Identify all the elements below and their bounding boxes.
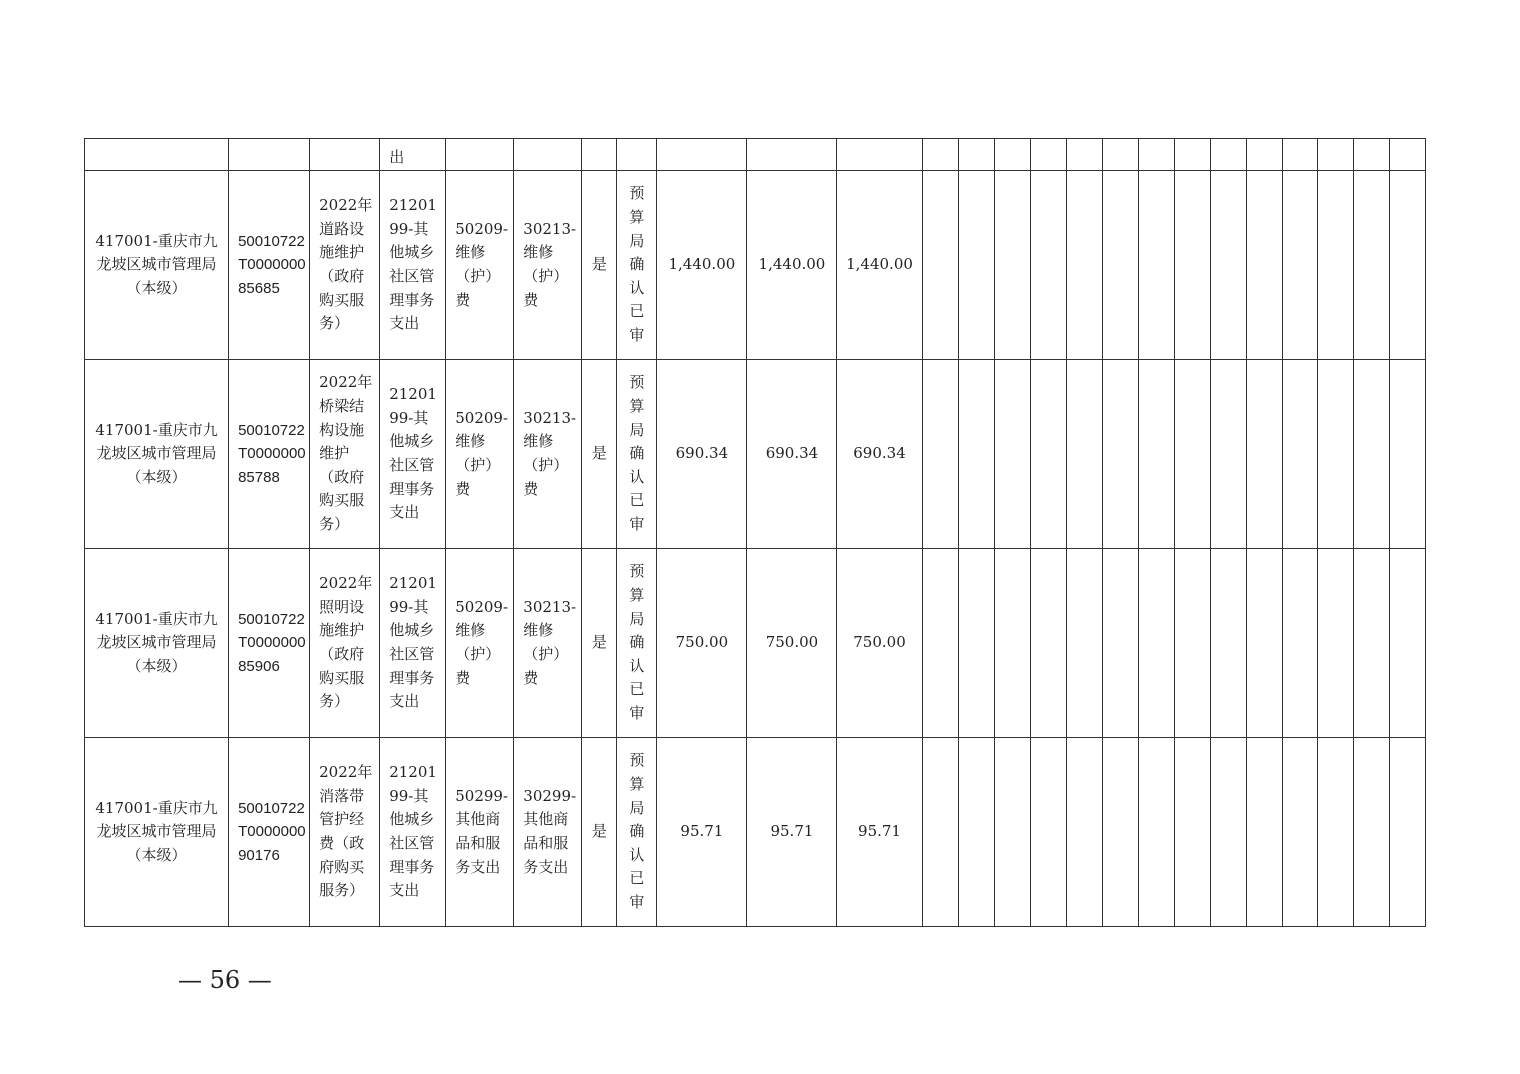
empty-cell [994, 549, 1030, 738]
amount-cell-1: 1,440.00 [657, 171, 747, 360]
gov-econ-class-cell: 50209-维修（护）费 [446, 549, 514, 738]
amount-cell-3: 690.34 [837, 360, 922, 549]
empty-cell [1030, 360, 1066, 549]
empty-cell [1030, 738, 1066, 927]
empty-cell [1282, 738, 1317, 927]
amount-cell-2: 95.71 [747, 738, 837, 927]
dept-econ-class-cell: 30213-维修（护）费 [514, 171, 582, 360]
empty-cell [922, 360, 958, 549]
unit-cell: 417001-重庆市九龙坡区城市管理局（本级） [85, 738, 229, 927]
empty-cell [958, 549, 994, 738]
empty-cell [1066, 549, 1102, 738]
project-name-cell: 2022年道路设施维护（政府购买服务） [310, 171, 380, 360]
amount-cell-2: 1,440.00 [747, 171, 837, 360]
audit-status-text: 预算局确认已审 [629, 373, 645, 533]
empty-cell [1138, 360, 1174, 549]
empty-cell [994, 171, 1030, 360]
function-class-cell: 2120199-其他城乡社区管理事务支出 [380, 549, 446, 738]
audit-status-cell [617, 738, 657, 927]
continuation-row [85, 139, 1426, 171]
empty-cell [1210, 549, 1246, 738]
table-row [85, 171, 1426, 360]
empty-cell [1030, 549, 1066, 738]
continuation-cell: 出 [380, 139, 446, 171]
unit-cell: 417001-重庆市九龙坡区城市管理局（本级） [85, 360, 229, 549]
amount-cell-2: 750.00 [747, 549, 837, 738]
table-row [85, 360, 1426, 549]
empty-cell [1066, 738, 1102, 927]
empty-cell [1389, 171, 1425, 360]
empty-cell [1102, 738, 1138, 927]
empty-cell [1389, 738, 1425, 927]
project-name-cell: 2022年桥梁结构设施维护（政府购买服务） [310, 360, 380, 549]
dept-econ-class-cell: 30213-维修（护）费 [514, 360, 582, 549]
amount-cell-3: 95.71 [837, 738, 922, 927]
gov-econ-class-cell: 50209-维修（护）费 [446, 360, 514, 549]
empty-cell [1102, 360, 1138, 549]
audit-status-text: 预算局确认已审 [629, 184, 645, 344]
audit-status-cell [617, 549, 657, 738]
page-number: — 56 — [178, 966, 272, 994]
amount-cell-1: 750.00 [657, 549, 747, 738]
empty-cell [1174, 738, 1210, 927]
audit-status-cell [617, 360, 657, 549]
empty-cell [1353, 171, 1389, 360]
amount-cell-3: 750.00 [837, 549, 922, 738]
empty-cell [1282, 549, 1317, 738]
unit-cell: 417001-重庆市九龙坡区城市管理局（本级） [85, 549, 229, 738]
flag-cell: 是 [582, 738, 617, 927]
empty-cell [1353, 738, 1389, 927]
gov-econ-class-cell: 50299-其他商品和服务支出 [446, 738, 514, 927]
budget-table [84, 138, 1426, 927]
empty-cell [1317, 360, 1353, 549]
dept-econ-class-cell: 30299-其他商品和服务支出 [514, 738, 582, 927]
empty-cell [1210, 171, 1246, 360]
table-row [85, 738, 1426, 927]
empty-cell [1246, 738, 1282, 927]
empty-cell [1246, 549, 1282, 738]
empty-cell [1174, 171, 1210, 360]
empty-cell [922, 171, 958, 360]
empty-cell [994, 738, 1030, 927]
dept-econ-class-cell: 30213-维修（护）费 [514, 549, 582, 738]
project-name-cell: 2022年消落带管护经费（政府购买服务） [310, 738, 380, 927]
empty-cell [1246, 171, 1282, 360]
empty-cell [1174, 360, 1210, 549]
table-row [85, 549, 1426, 738]
empty-cell [1246, 360, 1282, 549]
empty-cell [922, 738, 958, 927]
empty-cell [1138, 738, 1174, 927]
gov-econ-class-cell: 50209-维修（护）费 [446, 171, 514, 360]
empty-cell [1317, 738, 1353, 927]
empty-cell [1138, 171, 1174, 360]
empty-cell [994, 360, 1030, 549]
empty-cell [1138, 549, 1174, 738]
empty-cell [1066, 360, 1102, 549]
function-class-cell: 2120199-其他城乡社区管理事务支出 [380, 738, 446, 927]
flag-cell: 是 [582, 549, 617, 738]
amount-cell-3: 1,440.00 [837, 171, 922, 360]
project-code-cell: 50010722T000000085906 [229, 549, 310, 738]
function-class-cell: 2120199-其他城乡社区管理事务支出 [380, 171, 446, 360]
flag-cell: 是 [582, 360, 617, 549]
unit-cell: 417001-重庆市九龙坡区城市管理局（本级） [85, 171, 229, 360]
empty-cell [958, 738, 994, 927]
empty-cell [1282, 360, 1317, 549]
empty-cell [1353, 360, 1389, 549]
amount-cell-1: 690.34 [657, 360, 747, 549]
empty-cell [922, 549, 958, 738]
audit-status-text: 预算局确认已审 [629, 751, 645, 911]
empty-cell [1210, 360, 1246, 549]
empty-cell [1102, 171, 1138, 360]
empty-cell [1389, 549, 1425, 738]
project-code-cell: 50010722T000000090176 [229, 738, 310, 927]
empty-cell [1210, 738, 1246, 927]
audit-status-text: 预算局确认已审 [629, 562, 645, 722]
empty-cell [958, 171, 994, 360]
empty-cell [958, 360, 994, 549]
empty-cell [1282, 171, 1317, 360]
empty-cell [1030, 171, 1066, 360]
empty-cell [1317, 171, 1353, 360]
project-name-cell: 2022年照明设施维护（政府购买服务） [310, 549, 380, 738]
empty-cell [1317, 549, 1353, 738]
empty-cell [1389, 360, 1425, 549]
audit-status-cell [617, 171, 657, 360]
project-code-cell: 50010722T000000085788 [229, 360, 310, 549]
empty-cell [1066, 171, 1102, 360]
amount-cell-2: 690.34 [747, 360, 837, 549]
amount-cell-1: 95.71 [657, 738, 747, 927]
empty-cell [1174, 549, 1210, 738]
empty-cell [1102, 549, 1138, 738]
project-code-cell: 50010722T000000085685 [229, 171, 310, 360]
empty-cell [1353, 549, 1389, 738]
flag-cell: 是 [582, 171, 617, 360]
function-class-cell: 2120199-其他城乡社区管理事务支出 [380, 360, 446, 549]
